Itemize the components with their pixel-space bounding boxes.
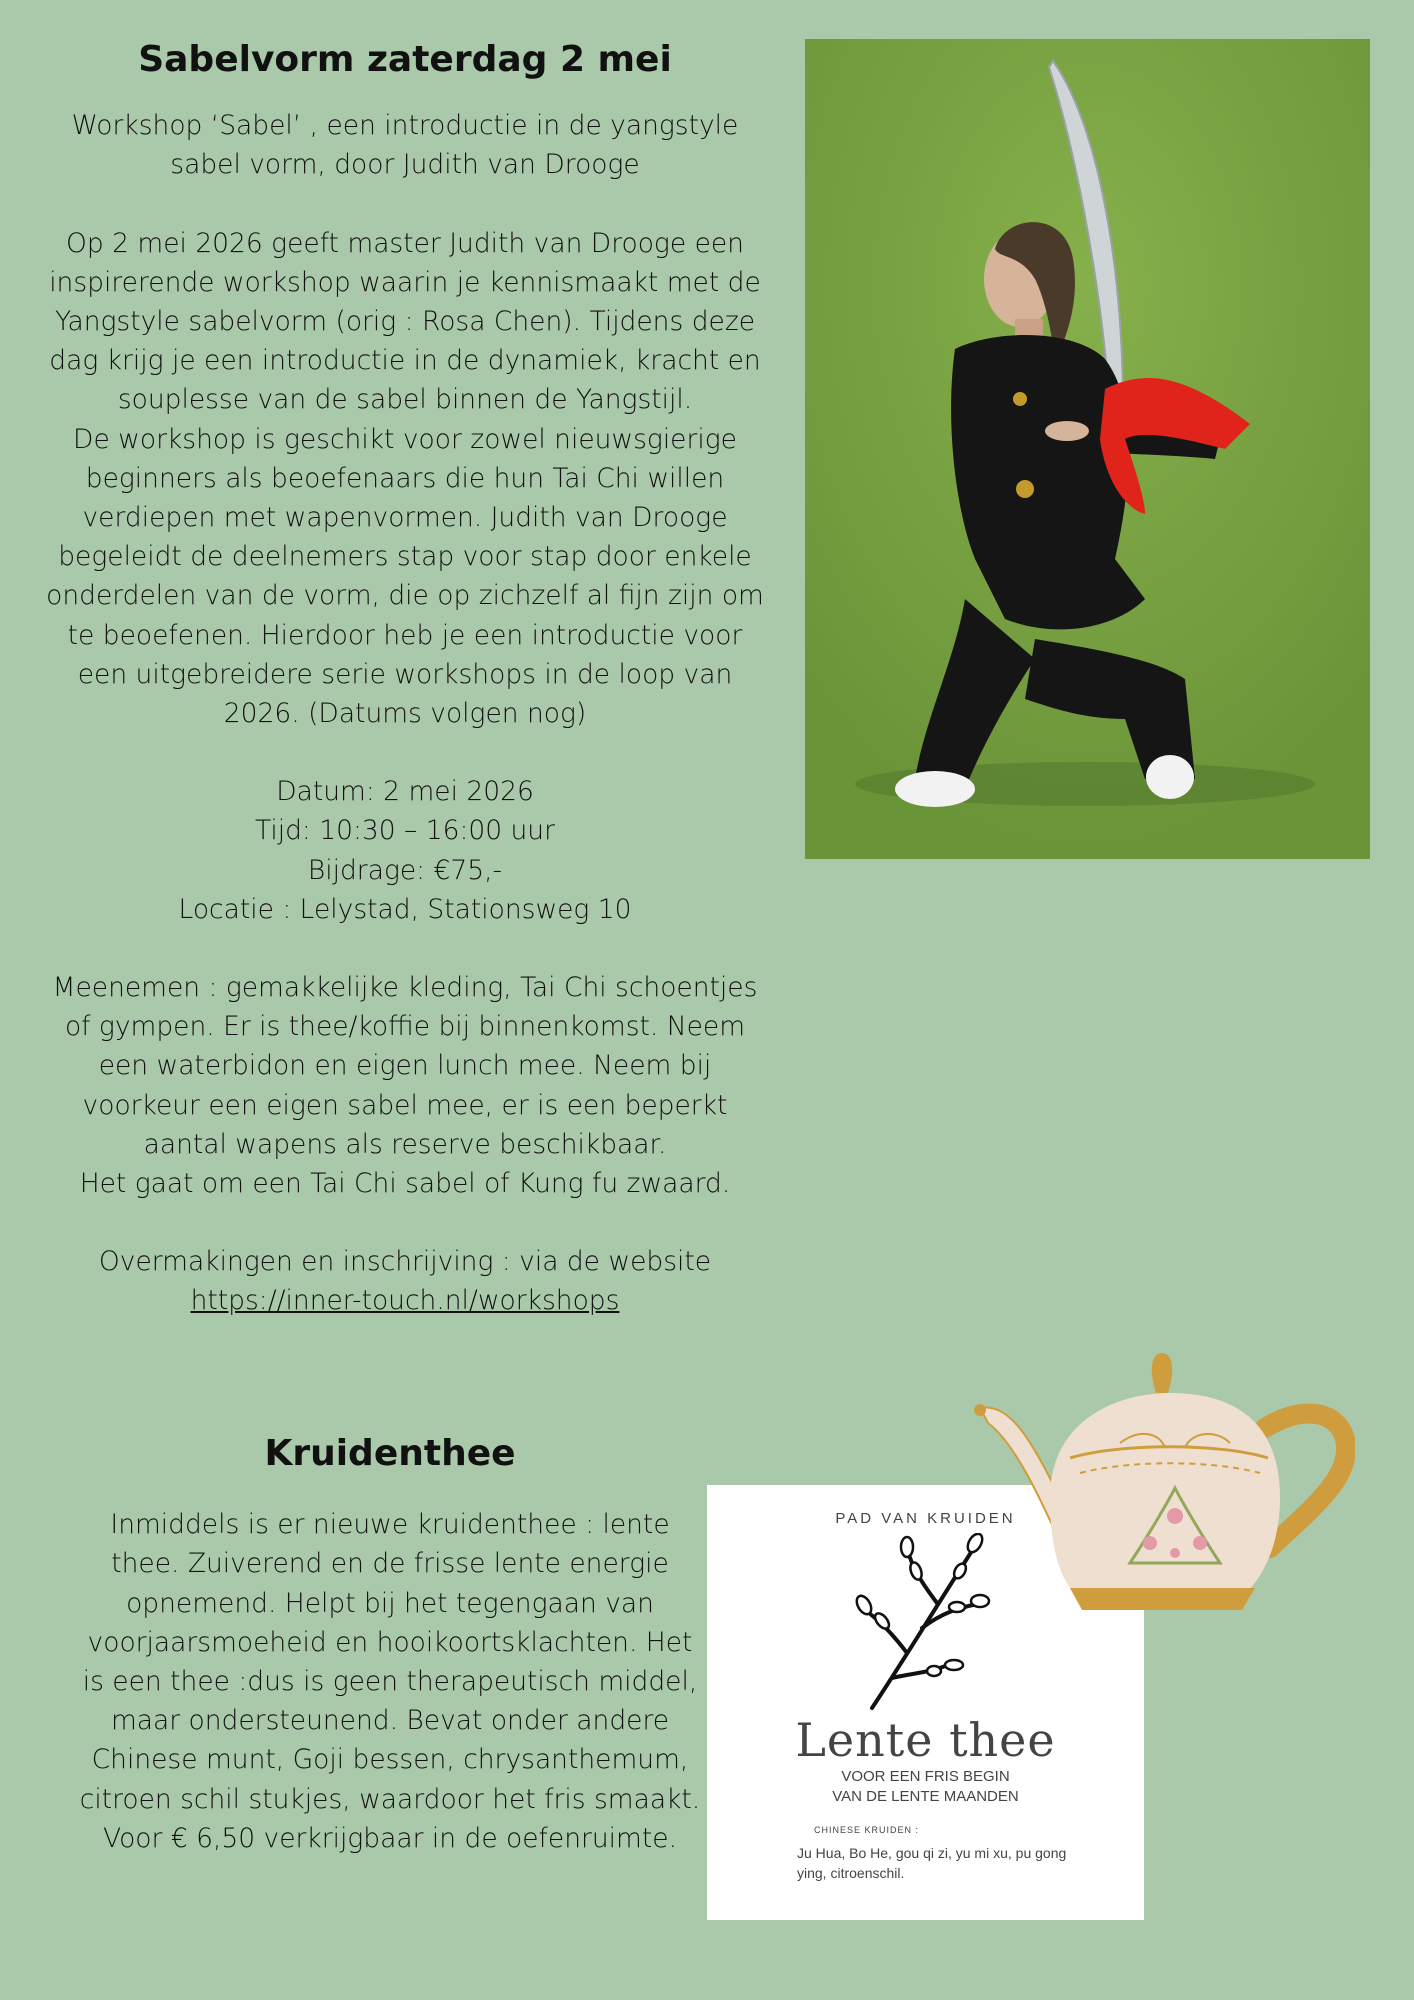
sabre-practitioner-illustration	[805, 39, 1370, 859]
tea-herbs-list: Ju Hua, Bo He, gou qi zi, yu mi xu, pu gong ying, citroenschil.	[797, 1845, 1067, 1881]
teapot-icon	[970, 1348, 1355, 1628]
workshop-date: Datum: 2 mei 2026	[276, 776, 534, 808]
herbal-tea-title: Kruidenthee	[264, 1433, 516, 1474]
tea-herbs-label: CHINESE KRUIDEN :	[814, 1825, 920, 1835]
workshop-registration	[40, 1242, 770, 1320]
workshop-description	[40, 224, 770, 734]
workshop-article	[40, 38, 770, 1321]
workshop-intro	[40, 106, 770, 184]
workshop-intro-text: Workshop ‘Sabel’ , een introductie in de yangstyle sabel vorm, door Judith van Drooge	[71, 110, 739, 181]
tea-product-name: Lente thee	[795, 1713, 1056, 1767]
workshop-time: Tijd: 10:30 – 16:00 uur	[254, 815, 555, 847]
tea-tagline	[707, 1767, 1144, 1807]
herbal-tea-article	[75, 1432, 705, 1858]
workshop-description-text: Op 2 mei 2026 geeft master Judith van Drooge een inspirerende workshop waarin je kennismaakt met de Yangstyle sabelvorm (orig : Rosa Chen). Tijdens deze dag krijg je een introductie in de dynamiek, kracht en souplesse van de sabel binnen de Yangstijl.	[49, 227, 761, 416]
workshop-bring	[40, 968, 770, 1203]
workshop-title: Sabelvorm zaterdag 2 mei	[138, 39, 672, 80]
tea-brand: PAD VAN KRUIDEN	[835, 1510, 1016, 1527]
workshop-bring-text-2: Het gaat om een Tai Chi sabel of Kung fu zwaard.	[79, 1168, 731, 1200]
tea-tagline-line-2: VAN DE LENTE MAANDEN	[832, 1788, 1019, 1805]
workshop-bring-text: Meenemen : gemakkelijke kleding, Tai Chi schoentjes of gympen. Er is thee/koffie bij binnenkomst. Neem een waterbidon en eigen lunch mee. Neem bij voorkeur een eigen sabel mee, er is een beperkt aantal wapens als reserve beschikbaar.	[52, 972, 758, 1160]
workshop-link[interactable]: https://inner-touch.nl/workshops	[190, 1285, 620, 1317]
workshop-fee: Bijdrage: €75,-	[307, 854, 503, 886]
workshop-details	[40, 772, 770, 929]
tea-tagline-line-1: VOOR EEN FRIS BEGIN	[841, 1768, 1010, 1785]
workshop-registration-text: Overmakingen en inschrijving : via de website	[98, 1246, 712, 1278]
herbal-tea-text: Inmiddels is er nieuwe kruidenthee : lente thee. Zuiverend en de frisse lente energie opnemend. Helpt bij het tegengaan van voorjaarsmoeheid en hooikoortsklachten. Het is een thee :dus is geen therapeutisch middel, maar ondersteunend. Bevat onder andere Chinese munt, Goji bessen, chrysanthemum, citroen schil stukjes, waardoor het fris smaakt. Voor € 6,50 verkrijgbaar in de oefenruimte.	[79, 1509, 701, 1854]
workshop-description-text-2: De workshop is geschikt voor zowel nieuwsgierige beginners als beoefenaars die hun Tai Chi willen verdiepen met wapenvormen. Judith van Drooge begeleidt de deelnemers stap voor stap door enkele onderdelen van de vorm, die op zichzelf al fijn zijn om te beoefenen. Hierdoor heb je een introductie voor een uitgebreidere serie workshops in de loop van 2026. (Datums volgen nog)	[46, 423, 764, 730]
workshop-location: Locatie : Lelystad, Stationsweg 10	[178, 893, 632, 925]
herbal-tea-description	[75, 1505, 705, 1858]
sabre-practitioner-photo	[805, 39, 1370, 859]
